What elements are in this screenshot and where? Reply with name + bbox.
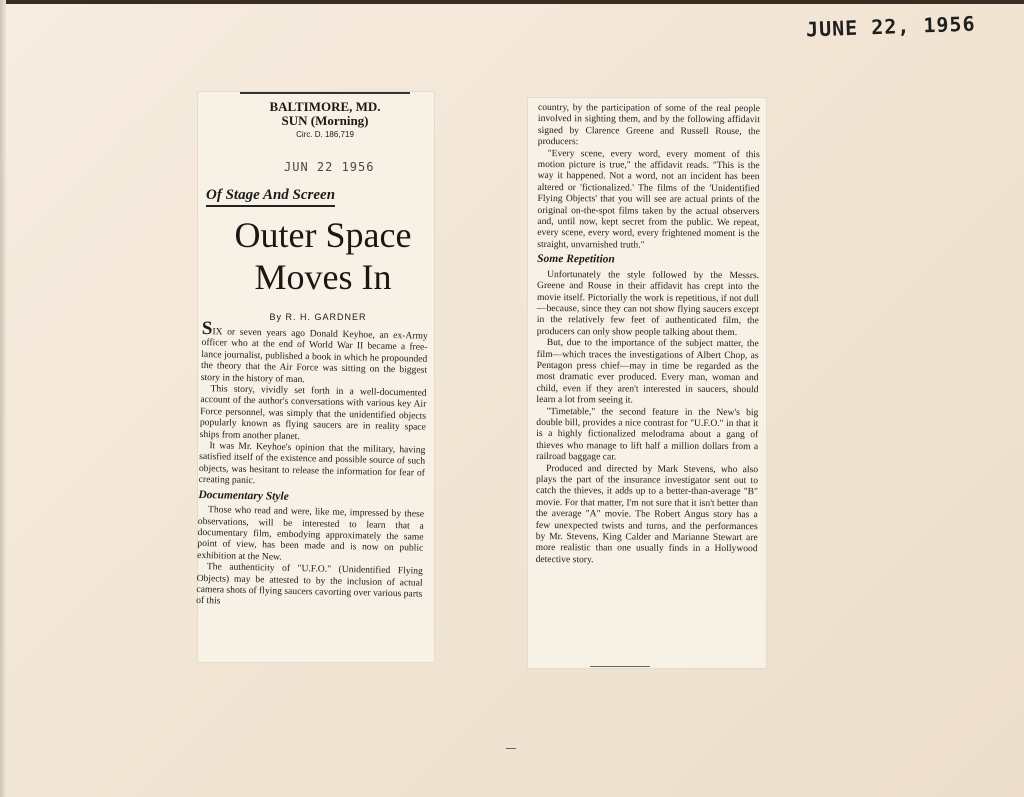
paragraph: Unfortunately the style followed by the Messrs. Greene and Rouse in their affidavit has crept into the movie itself. Pictorially the work is repetitious, if not dull—because, since they can not show flying saucers except in the relatively few feet of authenticated film, the producers can only show people talking about them. — [536, 268, 760, 338]
paragraph: It was Mr. Keyhoe's opinion that the military, having satisfied itself of the existence and possible source of such objects, was hesitant to release the information for fear of creating panic. — [198, 440, 426, 487]
drop-cap: S — [201, 318, 213, 340]
paragraph: "Timetable," the second feature in the New's big double bill, provides a nice contrast for "U.F.O." in that it is a highly fictionalized melodrama about a gang of thieves who manage to lift half a million dollars from a railroad baggage car. — [536, 405, 759, 463]
clipping-end-rule — [590, 666, 650, 667]
handwritten-date: JUNE 22, 1956 — [805, 11, 976, 42]
page-top-edge — [0, 0, 1024, 4]
page-left-edge — [0, 0, 6, 797]
headline: Outer Space Moves In — [234, 215, 412, 297]
paragraph: country, by the participation of some of the real people involved in sighting them, and by the following affidavit signed by Clarence Greene and Russell Rouse, the producers: — [537, 102, 760, 148]
column-kicker: Of Stage And Screen — [206, 187, 335, 207]
clipping-column-2 — [528, 98, 766, 668]
paragraph: The authenticity of "U.F.O." (Unidentified Flying Objects) may be attested to by the inclusion of actual camera shots of flying saucers cavorting over various parts of this — [196, 561, 423, 607]
masthead-circulation: Circ. D. 186,719 — [296, 130, 354, 139]
paragraph: Produced and directed by Mark Stevens, who also plays the part of the insurance investigator sent out to catch the thieves, it adds up to a better-than-average "B" movie. For that matter, I'm not sure that it isn't better than the average "A" movie. The Robert Angus story has a few unexpected twists and turns, and the performances by Mr. Stevens, King Calder and Marianne Stewart are more realistic than one usually finds in a Hollywood detective story. — [535, 462, 759, 566]
paper-mark — [506, 748, 516, 749]
subheading: Documentary Style — [198, 488, 289, 503]
article-body-column-2 — [536, 102, 760, 566]
paragraph: This story, vividly set forth in a well-documented account of the author's conversations with various key Air Force personnel, was simply that the unidentified objects popularly known as flying saucers are in reality space ships from another planet. — [199, 383, 427, 442]
subheading: Some Repetition — [537, 253, 615, 266]
lead-paragraph — [200, 318, 428, 388]
masthead-city: BALTIMORE, MD. — [269, 99, 381, 114]
masthead — [240, 92, 410, 139]
article-body-column-1 — [196, 318, 428, 611]
masthead-paper: SUN (Morning) — [281, 113, 369, 128]
paragraph: But, due to the importance of the subject matter, the film—which traces the investigations of Albert Chop, as Pentagon press chief—may in time be regarded as the most dramatic ever produced. Every man, woman and child, even if they aren't interested in saucers, should learn a lot from seeing it. — [536, 337, 759, 406]
paragraph: "Every scene, every word, every moment of this motion picture is true," the affidavit reads. "This is the way it happened. Not a word, not an incident has been altered or 'fictionalized.' The films of the 'Unidentified Flying Objects' that you will see are actual prints of the original on-the-spot films taken by the actual observers and, until now, kept secret from the public. We repeat, every scene, every word, every frightened moment is the straight, unvarnished truth." — [537, 147, 760, 251]
clipping-column-1 — [198, 92, 434, 662]
lead-text: IX or seven years ago Donald Keyhoe, an ex-Army officer who at the end of World War II became a free-lance journalist, published a book in which he propounded the theory that the Air Force was sitting on the biggest story in the history of man. — [200, 326, 428, 385]
paragraph: Those who read and were, like me, impressed by these observations, will be interested to learn that a documentary film, embodying approximately the same point of view, has been made and is now on public exhibition at the New. — [197, 504, 425, 563]
date-stamp: JUN 22 1956 — [284, 160, 375, 174]
byline: By R. H. GARDNER — [269, 312, 367, 322]
